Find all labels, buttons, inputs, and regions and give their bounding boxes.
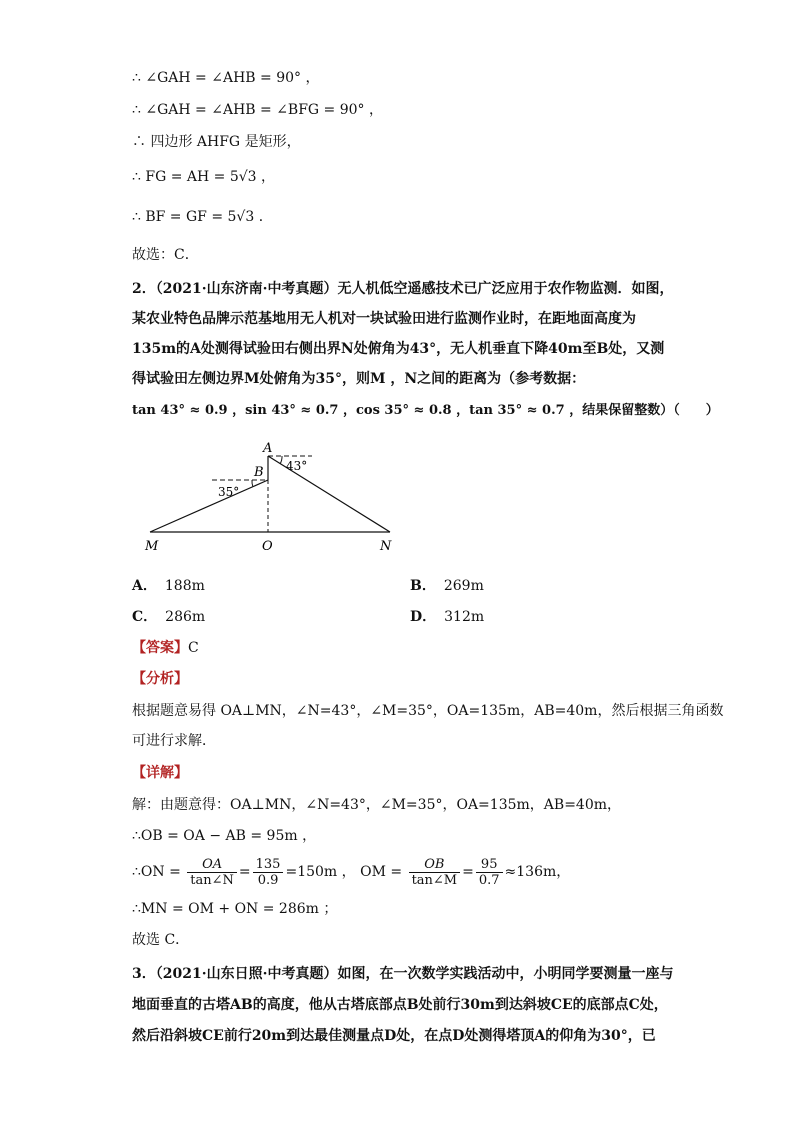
fraction-135-09	[253, 857, 284, 888]
label-A: A	[263, 441, 273, 456]
fraction-95-07	[476, 857, 503, 888]
q3-line-1	[132, 964, 692, 984]
answer-value: C	[188, 640, 199, 656]
q3-line-2: 地面垂直的古塔AB的高度，他从古塔底部点B处前行30m到达斜坡CE的底部点C处，	[132, 997, 668, 1013]
label-B: B	[254, 465, 264, 480]
equals: =	[462, 864, 474, 880]
detail-line-4: ∴MN = OM + ON = 286m ；	[132, 901, 338, 917]
label-angle-35: 35°	[218, 485, 240, 499]
q2-line-2: 某农业特色品牌示范基地用无人机对一块试验田进行监测作业时，在距地面高度为	[132, 311, 636, 327]
on-result: =150m ，	[285, 864, 356, 880]
answer-line	[132, 638, 692, 658]
frac-num: OA	[187, 857, 237, 873]
prev-line-4: ∴ FG = AH = 5√3 ，	[132, 169, 276, 185]
frac-den: tan∠N	[190, 872, 234, 888]
q2-source: （2021·山东济南·中考真题）	[155, 281, 338, 297]
q3-line-3: 然后沿斜坡CE前行20m到达最佳测量点D处，在点D处测得塔顶A的仰角为30°，已	[132, 1028, 656, 1044]
frac-num: 135	[253, 857, 284, 873]
fraction-oa-tan-n	[187, 857, 237, 888]
option-a[interactable]	[132, 576, 205, 596]
detail-line-3	[132, 852, 692, 892]
q2-line-4: 得试验田左侧边界M处俯角为35°，则M ，N之间的距离为（参考数据：	[132, 371, 586, 387]
option-c-text: 286m	[165, 609, 206, 625]
q2-line-5: tan 43° ≈ 0.9 ，sin 43° ≈ 0.7 ，cos 35° ≈ 0.8 ，tan 35° ≈ 0.7 ，结果保留整数）（ ）	[132, 403, 719, 418]
q3-source: （2021·山东日照·中考真题）	[155, 966, 338, 982]
detail-line-1: 解：由题意得：OA⊥MN，∠N=43°，∠M=35°，OA=135m，AB=40m，	[132, 797, 622, 813]
analysis-tag: 【分析】	[132, 671, 188, 687]
prev-line-1: ∴ ∠GAH = ∠AHB = 90° ，	[132, 70, 320, 86]
arc-35	[252, 480, 253, 487]
prev-line-6: 故选：C．	[132, 247, 199, 263]
on-prefix: ∴ON =	[132, 864, 181, 880]
option-d[interactable]	[410, 607, 484, 627]
label-angle-43: 43°	[286, 459, 308, 473]
option-d-text: 312m	[444, 609, 485, 625]
analysis-line-1: 根据题意易得 OA⊥MN，∠N=43°，∠M=35°，OA=135m，AB=40m，然后根据三角函数	[132, 703, 724, 719]
option-c[interactable]	[132, 607, 205, 627]
analysis-line-2: 可进行求解．	[132, 733, 216, 749]
option-a-text: 188m	[164, 578, 205, 594]
option-d-label: D．	[410, 609, 437, 625]
option-b-label: B．	[410, 578, 436, 594]
q3-text-1: 如图，在一次数学实践活动中，小明同学要测量一座与	[337, 966, 674, 982]
q2-geometry-figure	[140, 438, 400, 556]
option-a-label: A．	[132, 578, 157, 594]
frac-den: 0.7	[478, 872, 500, 888]
frac-den: 0.9	[257, 872, 279, 888]
om-result: ≈136m，	[504, 864, 571, 880]
om-prefix: OM =	[360, 864, 403, 880]
frac-num: 95	[476, 857, 503, 873]
q2-line-3: 135m的A处测得试验田右侧出界N处俯角为43°，无人机垂直下降40m至B处，又测	[132, 341, 665, 357]
detail-line-2: ∴OB = OA − AB = 95m ，	[132, 828, 317, 844]
fraction-ob-tan-m	[409, 857, 461, 888]
q2-line-1	[132, 279, 692, 299]
prev-line-2: ∴ ∠GAH = ∠AHB = ∠BFG = 90° ，	[132, 102, 384, 118]
label-M: M	[145, 539, 159, 554]
label-N: N	[380, 539, 392, 554]
line-BM	[150, 480, 268, 532]
frac-den: tan∠M	[411, 872, 458, 888]
q2-text-1: 无人机低空遥感技术已广泛应用于农作物监测．如图，	[337, 281, 674, 297]
equals: =	[238, 864, 251, 880]
option-b[interactable]	[410, 576, 484, 596]
arc-43	[280, 456, 282, 464]
option-c-label: C．	[132, 609, 158, 625]
label-O: O	[262, 539, 273, 554]
answer-tag: 【答案】	[132, 640, 188, 656]
frac-num: OB	[409, 857, 461, 873]
q2-number: 2．	[132, 281, 156, 297]
option-b-text: 269m	[443, 578, 484, 594]
q3-number: 3．	[132, 966, 156, 982]
detail-tag: 【详解】	[132, 765, 188, 781]
prev-line-3: ∴ 四边形 AHFG 是矩形，	[132, 134, 301, 150]
detail-line-5: 故选 C．	[132, 932, 190, 948]
prev-line-5: ∴ BF = GF = 5√3 ．	[132, 209, 273, 225]
